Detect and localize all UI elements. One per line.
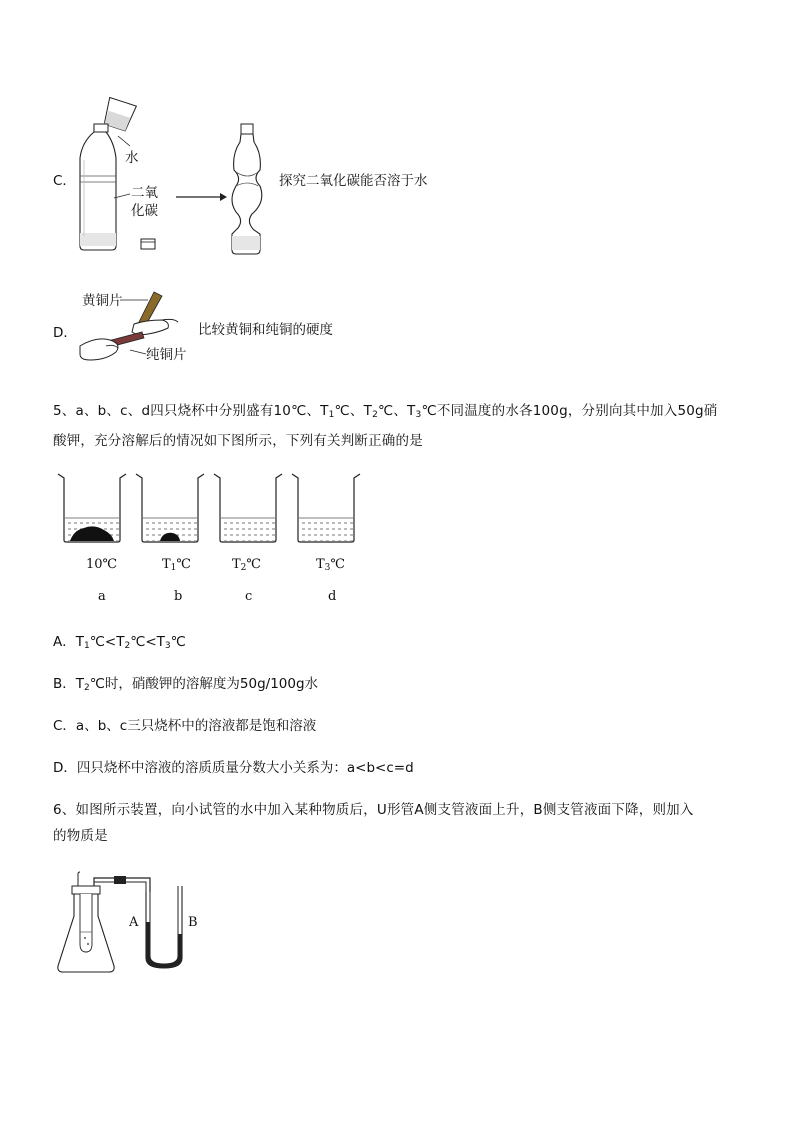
q6-stem-line2: 的物质是 — [53, 828, 108, 844]
beaker-c — [214, 474, 282, 542]
q5-stem-line2: 酸钾，充分溶解后的情况如下图所示，下列有关判断正确的是 — [53, 433, 423, 449]
beaker-a-tag: a — [98, 589, 106, 604]
q5-option-a: A．$T_1℃<T_2℃<T_3℃$ — [53, 634, 186, 651]
beaker-d — [292, 474, 360, 542]
option-c-letter: C． — [53, 173, 76, 189]
beaker-b-tag: b — [174, 589, 183, 604]
co2-label-line1: 二氧 — [131, 185, 158, 201]
brass-label: 黄铜片 — [82, 293, 123, 309]
beaker-d-tag: d — [328, 589, 337, 604]
beaker-c-temp: $T_2℃$ — [232, 557, 261, 573]
q5-option-b: B．$T_2℃$时，硝酸钾的溶解度为50g/100g水 — [53, 676, 319, 693]
q5-option-d: D．四只烧杯中溶液的溶质质量分数大小关系为：a<b<c=d — [53, 760, 414, 776]
beaker-a — [58, 474, 126, 542]
q6-stem-line1: 6、如图所示装置，向小试管的水中加入某种物质后，U形管A侧支管液面上升，B侧支管液面下降，则加入 — [53, 802, 694, 818]
u-tube-label-a: A — [129, 915, 139, 930]
copper-label: 纯铜片 — [146, 347, 187, 363]
q5-stem-line1: 5、a、b、c、d四只烧杯中分别盛有10℃、$T_1℃$、$T_2℃$、$T_3℃$不同温度的水各100g，分别向其中加入50g硝 — [53, 403, 718, 420]
option-c-caption: 探究二氧化碳能否溶于水 — [279, 173, 428, 189]
scratch-hardness-figure — [76, 290, 186, 366]
beakers-figure — [56, 472, 376, 552]
option-d-caption: 比较黄铜和纯铜的硬度 — [198, 322, 333, 338]
co2-bottle-after-figure — [226, 122, 276, 256]
beaker-b — [136, 474, 204, 542]
beaker-b-temp: $T_1℃$ — [162, 557, 191, 573]
beaker-d-temp: $T_3℃$ — [316, 557, 345, 573]
u-tube-label-b: B — [188, 915, 198, 930]
q6-stem — [53, 797, 753, 849]
beaker-c-tag: c — [245, 589, 253, 604]
q5-stem — [53, 398, 753, 454]
q5-option-c: C．a、b、c三只烧杯中的溶液都是饱和溶液 — [53, 718, 317, 734]
co2-label-line2: 化碳 — [131, 203, 158, 219]
beaker-a-temp: 10℃ — [86, 557, 118, 572]
option-d-letter: D． — [53, 325, 77, 341]
u-tube-apparatus-figure — [54, 872, 194, 976]
water-label: 水 — [125, 150, 139, 166]
